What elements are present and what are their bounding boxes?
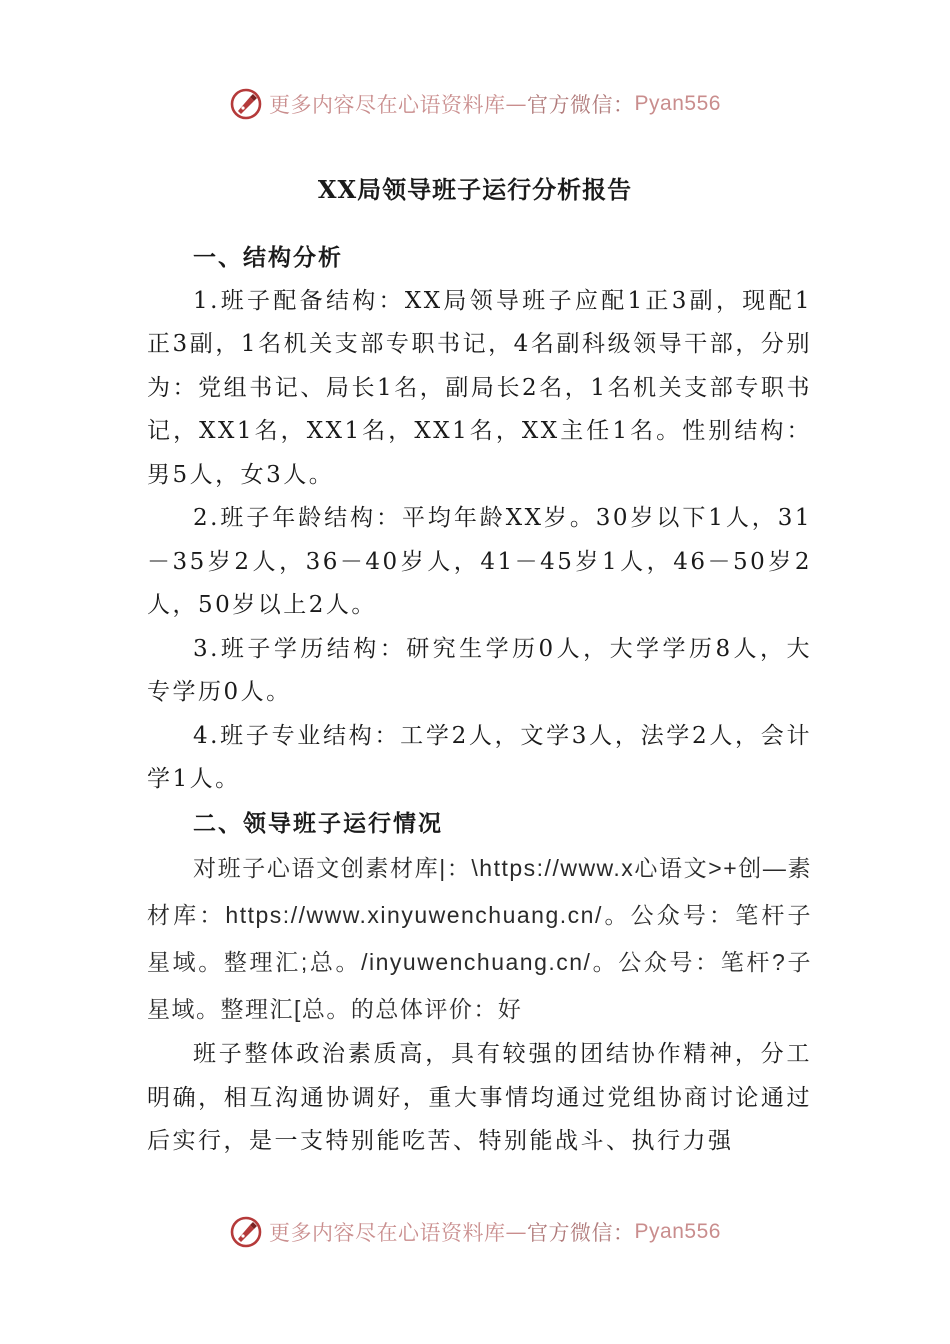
paragraph: 2.班子年龄结构：平均年龄XX岁。30岁以下1人，31－35岁2人，36－40岁人，41－45岁1人，46－50岁2人，50岁以上2人。 [147, 505, 812, 618]
paragraph: 班子整体政治素质高，具有较强的团结协作精神，分工明确，相互沟通协调好，重大事情均通过党组协商讨论通过后实行，是一支特别能吃苦、特别能战斗、执行力强 [147, 1041, 812, 1154]
watermark-brand: 官方微信： [527, 93, 635, 117]
paragraph: 对班子心语文创素材库|：\https://www.x心语文>+创—素材库：https://www.xinyuwenchuang.cn/。公众号：笔杆子星域。整理汇;总。/inyuwenchuang.cn/。公众号：笔杆?子星域。整理汇[总。的总体评价：好 [147, 855, 812, 1022]
section-heading: 二、领导班子运行情况 [193, 809, 443, 837]
document-body [147, 236, 812, 1164]
pen-nib-logo-icon [229, 1215, 263, 1249]
watermark-brand: 官方微信： [527, 1221, 635, 1245]
watermark-separator: — [505, 92, 528, 116]
footer-watermark [0, 1212, 950, 1252]
paragraph: 1.班子配备结构：XX局领导班子应配1正3副，现配1正3副，1名机关支部专职书记，4名副科级领导干部，分别为：党组书记、局长1名，副局长2名，1名机关支部专职书记，XX1名，XX1名，XX1名，XX主任1名。性别结构：男5人，女3人。 [147, 287, 812, 488]
document-title: XX局领导班子运行分析报告 [317, 175, 633, 204]
paragraph: 4.班子专业结构：工学2人，文学3人，法学2人，会计学1人。 [147, 722, 812, 792]
watermark-text: 更多内容尽在心语资料库 [269, 93, 506, 117]
watermark-separator: — [505, 1220, 528, 1244]
watermark-id: Pyan556 [634, 1220, 721, 1243]
header-watermark [0, 84, 950, 124]
paragraph: 3.班子学历结构：研究生学历0人，大学学历8人，大专学历0人。 [147, 635, 812, 705]
pen-nib-logo-icon [229, 87, 263, 121]
watermark-id: Pyan556 [634, 92, 721, 115]
watermark-text: 更多内容尽在心语资料库 [269, 1221, 506, 1245]
section-heading: 一、结构分析 [193, 244, 343, 271]
